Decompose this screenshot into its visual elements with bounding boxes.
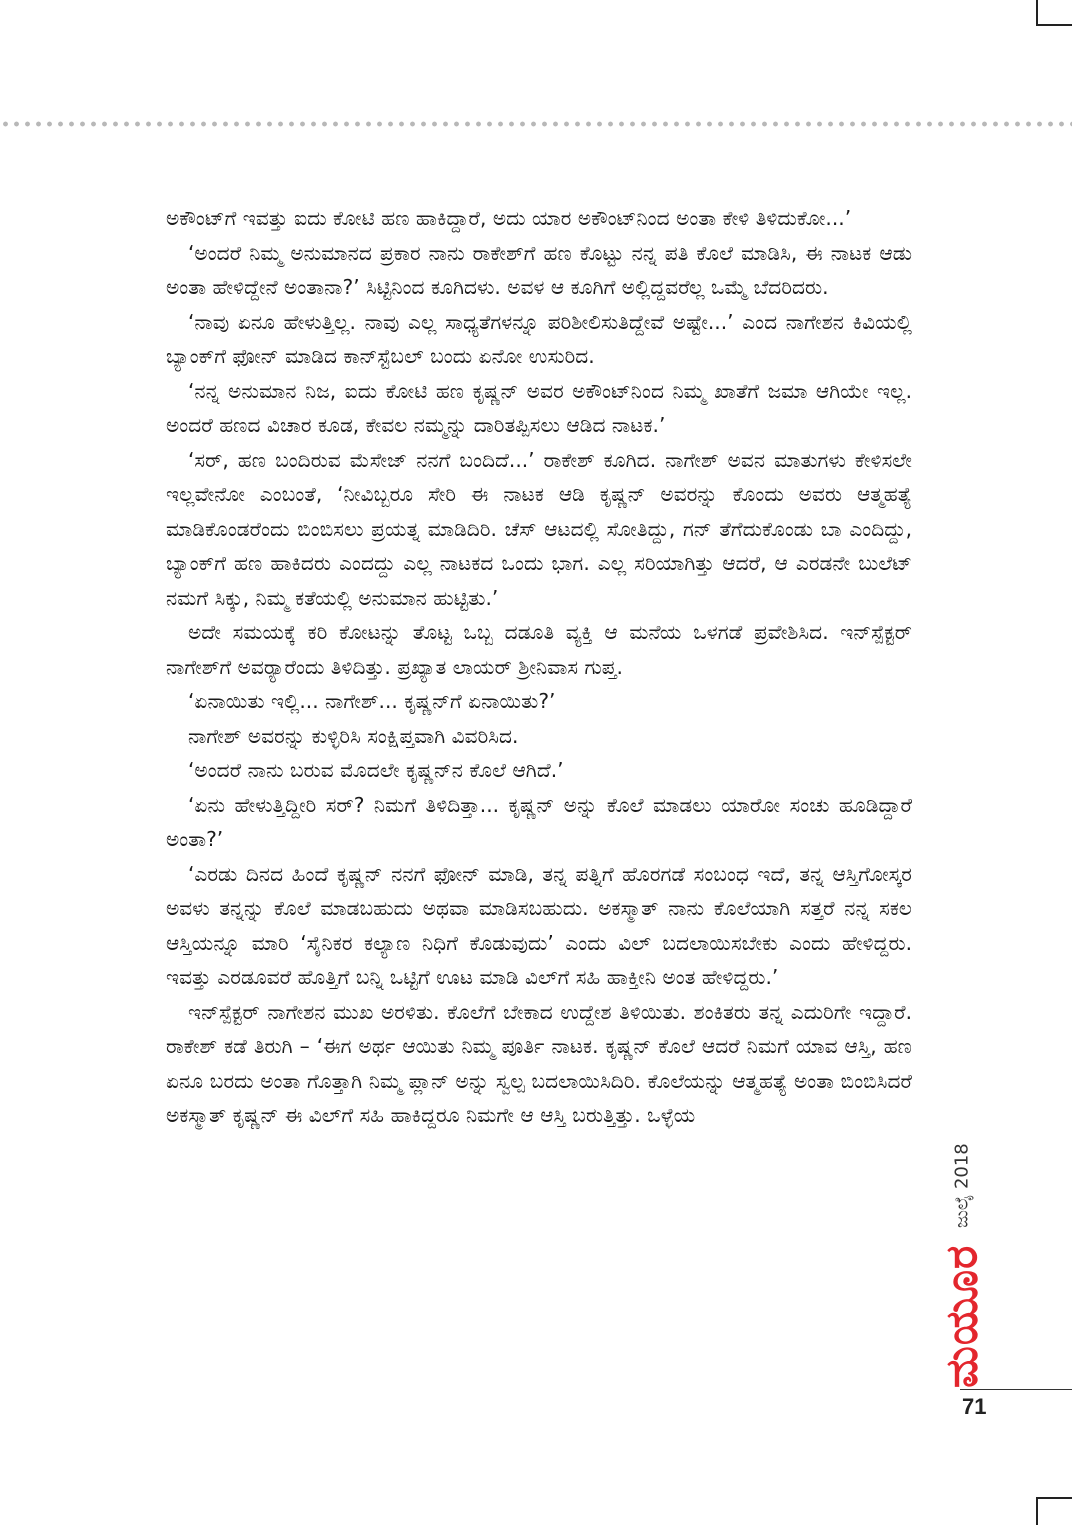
page-number: 71 <box>962 1394 987 1419</box>
paragraph: ‘ಎರಡು ದಿನದ ಹಿಂದೆ ಕೃಷ್ಣನ್ ನನಗೆ ಫೋನ್ ಮಾಡಿ, ತನ್ನ ಪತ್ನಿಗೆ ಹೊರಗಡೆ ಸಂಬಂಧ ಇದೆ, ತನ್ನ ಆಸ್ತಿಗೋಸ್ಕರ ಅವಳು ತನ್ನನ್ನು ಕೊಲೆ ಮಾಡಬಹುದು ಅಥವಾ ಮಾಡಿಸಬಹುದು. ಅಕಸ್ಮಾತ್ ನಾನು ಕೊಲೆಯಾಗಿ ಸತ್ತರೆ ನನ್ನ ಸಕಲ ಆಸ್ತಿಯನ್ನೂ ಮಾರಿ ‘ಸೈನಿಕರ ಕಲ್ಯಾಣ ನಿಧಿಗೆ ಕೊಡುವುದು’ ಎಂದು ವಿಲ್ ಬದಲಾಯಿಸಬೇಕು ಎಂದು ಹೇಳಿದ್ದರು. ಇವತ್ತು ಎರಡೂವರೆ ಹೊತ್ತಿಗೆ ಬನ್ನಿ ಒಟ್ಟಿಗೆ ಊಟ ಮಾಡಿ ವಿಲ್‌ಗೆ ಸಹಿ ಹಾಕ್ತೀನಿ ಅಂತ ಹೇಳಿದ್ದರು.’ <box>166 861 912 989</box>
paragraph: ‘ಸರ್, ಹಣ ಬಂದಿರುವ ಮೆಸೇಜ್ ನನಗೆ ಬಂದಿದೆ...’ ರಾಕೇಶ್ ಕೂಗಿದ. ನಾಗೇಶ್ ಅವನ ಮಾತುಗಳು ಕೇಳಿಸಲೇ ಇಲ್ಲವೇನೋ ಎಂಬಂತೆ, ‘ನೀವಿಬ್ಬರೂ ಸೇರಿ ಈ ನಾಟಕ ಆಡಿ ಕೃಷ್ಣನ್ ಅವರನ್ನು ಕೊಂದು ಅವರು ಆತ್ಮಹತ್ಯೆ ಮಾಡಿಕೊಂಡರೆಂದು ಬಿಂಬಿಸಲು ಪ್ರಯತ್ನ ಮಾಡಿದಿರಿ. ಚೆಸ್ ಆಟದಲ್ಲಿ ಸೋತಿದ್ದು, ಗನ್ ತೆಗೆದುಕೊಂಡು ಬಾ ಎಂದಿದ್ದು, ಬ್ಯಾಂಕ್‌ಗೆ ಹಣ ಹಾಕಿದರು ಎಂದದ್ದು ಎಲ್ಲ ನಾಟಕದ ಒಂದು ಭಾಗ. ಎಲ್ಲ ಸರಿಯಾಗಿತ್ತು ಆದರೆ, ಆ ಎರಡನೇ ಬುಲೆಟ್ ನಮಗೆ ಸಿಕ್ಕು, ನಿಮ್ಮ ಕತೆಯಲ್ಲಿ ಅನುಮಾನ ಹುಟ್ಟಿತು.’ <box>166 447 912 610</box>
magazine-sidebar <box>935 1040 989 1388</box>
paragraph: ‘ಅಂದರೆ ನಾನು ಬರುವ ಮೊದಲೇ ಕೃಷ್ಣನ್‌ನ ಕೊಲೆ ಆಗಿದೆ.’ <box>188 758 564 782</box>
paragraph: ‘ಏನಾಯಿತು ಇಲ್ಲಿ... ನಾಗೇಶ್... ಕೃಷ್ಣನ್‌ಗೆ ಏನಾಯಿತು?’ <box>188 689 556 713</box>
paragraph: ನಾಗೇಶ್ ಅವರನ್ನು ಕುಳ್ಳಿರಿಸಿ ಸಂಕ್ಷಿಪ್ತವಾಗಿ ವಿವರಿಸಿದ. <box>188 723 519 748</box>
paragraph: ‘ಏನು ಹೇಳುತ್ತಿದ್ದೀರಿ ಸರ್? ನಿಮಗೆ ತಿಳಿದಿತ್ತಾ... ಕೃಷ್ಣನ್ ಅನ್ನು ಕೊಲೆ ಮಾಡಲು ಯಾರೋ ಸಂಚು ಹೂಡಿದ್ದಾರೆ ಅಂತಾ?’ <box>166 792 912 851</box>
magazine-logo: ಮಯೂರ <box>936 1244 988 1388</box>
paragraph: ‘ನಾವು ಏನೂ ಹೇಳುತ್ತಿಲ್ಲ. ನಾವು ಎಲ್ಲ ಸಾಧ್ಯತೆಗಳನ್ನೂ ಪರಿಶೀಲಿಸುತಿದ್ದೇವೆ ಅಷ್ಟೇ...’ ಎಂದ ನಾಗೇಶನ ಕಿವಿಯಲ್ಲಿ ಬ್ಯಾಂಕ್‌ಗೆ ಫೋನ್ ಮಾಡಿದ ಕಾನ್‌ಸ್ಟೆಬಲ್ ಬಂದು ಏನೋ ಉಸುರಿದ. <box>166 309 912 368</box>
crop-mark-bottom <box>1036 1491 1072 1525</box>
crop-mark-top <box>1036 0 1072 34</box>
paragraph: ಅದೇ ಸಮಯಕ್ಕೆ ಕರಿ ಕೋಟನ್ನು ತೊಟ್ಟ ಒಬ್ಬ ದಡೂತಿ ವ್ಯಕ್ತಿ ಆ ಮನೆಯ ಒಳಗಡೆ ಪ್ರವೇಶಿಸಿದ. ಇನ್‌ಸ್ಪೆಕ್ಟರ್ ನಾಗೇಶ್‌ಗೆ ಅವರ್‍ಯಾರೆಂದು ತಿಳಿದಿತ್ತು. ಪ್ರಖ್ಯಾತ ಲಾಯರ್ ಶ್ರೀನಿವಾಸ ಗುಪ್ತ. <box>166 620 912 679</box>
paragraph: ಇನ್‌ಸ್ಪೆಕ್ಟರ್ ನಾಗೇಶನ ಮುಖ ಅರಳಿತು. ಕೊಲೆಗೆ ಬೇಕಾದ ಉದ್ದೇಶ ತಿಳಿಯಿತು. ಶಂಕಿತರು ತನ್ನ ಎದುರಿಗೇ ಇದ್ದಾರೆ. ರಾಕೇಶ್ ಕಡೆ ತಿರುಗಿ – ‘ಈಗ ಅರ್ಥ ಆಯಿತು ನಿಮ್ಮ ಪೂರ್ತಿ ನಾಟಕ. ಕೃಷ್ಣನ್ ಕೊಲೆ ಆದರೆ ನಿಮಗೆ ಯಾವ ಆಸ್ತಿ, ಹಣ ಏನೂ ಬರದು ಅಂತಾ ಗೊತ್ತಾಗಿ ನಿಮ್ಮ ಪ್ಲಾನ್ ಅನ್ನು ಸ್ವಲ್ಪ ಬದಲಾಯಿಸಿದಿರಿ. ಕೊಲೆಯನ್ನು ಆತ್ಮಹತ್ಯೆ ಅಂತಾ ಬಿಂಬಿಸಿದರೆ ಅಕಸ್ಮಾತ್ ಕೃಷ್ಣನ್ ಈ ವಿಲ್‌ಗೆ ಸಹಿ ಹಾಕಿದ್ದರೂ ನಿಮಗೇ ಆ ಆಸ್ತಿ ಬರುತ್ತಿತ್ತು. ಒಳ್ಳೆಯ <box>166 999 912 1127</box>
issue-date: ಜುಲೈ 2018 <box>951 1143 973 1229</box>
article-body <box>166 201 912 1133</box>
page-number-rule <box>960 1389 1072 1390</box>
paragraph: ‘ನನ್ನ ಅನುಮಾನ ನಿಜ, ಐದು ಕೋಟಿ ಹಣ ಕೃಷ್ಣನ್ ಅವರ ಅಕೌಂಟ್‌ನಿಂದ ನಿಮ್ಮ ಖಾತೆಗೆ ಜಮಾ ಆಗಿಯೇ ಇಲ್ಲ. ಅಂದರೆ ಹಣದ ವಿಚಾರ ಕೂಡ, ಕೇವಲ ನಮ್ಮನ್ನು ದಾರಿತಪ್ಪಿಸಲು ಆಡಿದ ನಾಟಕ.’ <box>166 378 912 437</box>
paragraph: ಅಕೌಂಟ್‌ಗೆ ಇವತ್ತು ಐದು ಕೋಟಿ ಹಣ ಹಾಕಿದ್ದಾರೆ, ಅದು ಯಾರ ಅಕೌಂಟ್‌ನಿಂದ ಅಂತಾ ಕೇಳಿ ತಿಳಿದುಕೋ...’ <box>166 206 852 230</box>
dotted-divider <box>0 121 1072 127</box>
paragraph: ‘ಅಂದರೆ ನಿಮ್ಮ ಅನುಮಾನದ ಪ್ರಕಾರ ನಾನು ರಾಕೇಶ್‌ಗೆ ಹಣ ಕೊಟ್ಟು ನನ್ನ ಪತಿ ಕೊಲೆ ಮಾಡಿಸಿ, ಈ ನಾಟಕ ಆಡು ಅಂತಾ ಹೇಳಿದ್ದೇನೆ ಅಂತಾನಾ?’ ಸಿಟ್ಟಿನಿಂದ ಕೂಗಿದಳು. ಅವಳ ಆ ಕೂಗಿಗೆ ಅಲ್ಲಿದ್ದವರೆಲ್ಲ ಒಮ್ಮೆ ಬೆದರಿದರು. <box>166 240 912 299</box>
